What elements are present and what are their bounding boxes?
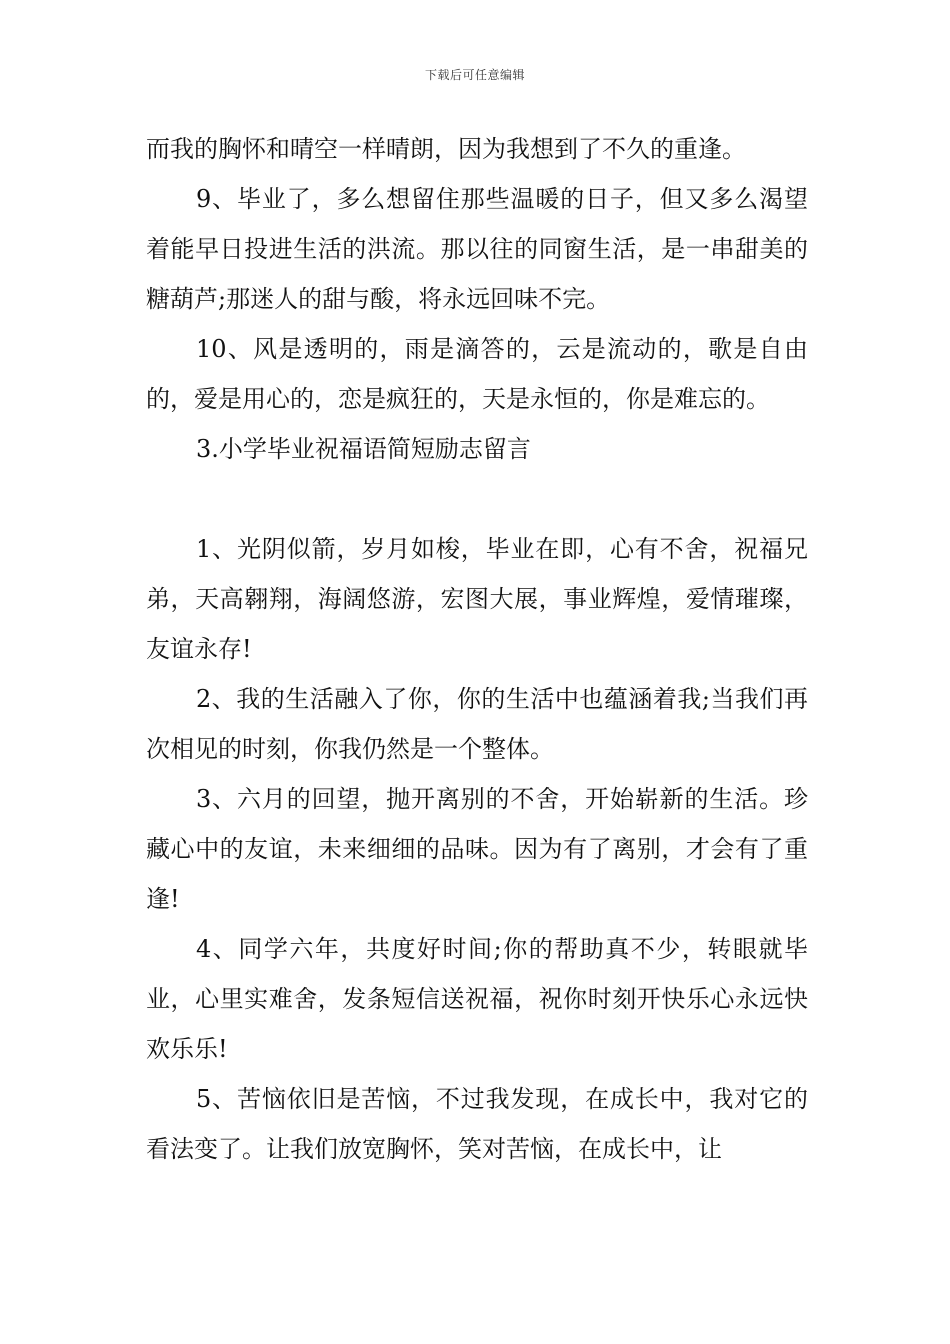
list-item-4: 4、同学六年，共度好时间;你的帮助真不少，转眼就毕业，心里实难舍，发条短信送祝福，祝你时刻开快乐心永远快欢乐乐! bbox=[146, 935, 808, 1063]
paragraph-item-10: 10、风是透明的，雨是滴答的，云是流动的，歌是自由的，爱是用心的，恋是疯狂的，天是永恒的，你是难忘的。 bbox=[146, 335, 808, 413]
document-body bbox=[146, 124, 808, 1174]
section-spacer bbox=[146, 474, 808, 524]
list-item-2: 2、我的生活融入了你，你的生活中也蕴涵着我;当我们再次相见的时刻，你我仍然是一个整体。 bbox=[146, 685, 808, 763]
paragraph-item-9: 9、毕业了，多么想留住那些温暖的日子，但又多么渴望着能早日投进生活的洪流。那以往的同窗生活，是一串甜美的糖葫芦;那迷人的甜与酸，将永远回味不完。 bbox=[146, 185, 808, 313]
list-item-5: 5、苦恼依旧是苦恼，不过我发现，在成长中，我对它的看法变了。让我们放宽胸怀，笑对苦恼，在成长中，让 bbox=[146, 1085, 808, 1163]
paragraph-continuation: 而我的胸怀和晴空一样晴朗，因为我想到了不久的重逢。 bbox=[146, 135, 746, 163]
section-heading: 3.小学毕业祝福语简短励志留言 bbox=[196, 435, 531, 463]
list-item-3: 3、六月的回望，抛开离别的不舍，开始崭新的生活。珍藏心中的友谊，未来细细的品味。因为有了离别，才会有了重逢! bbox=[146, 785, 808, 913]
list-item-1: 1、光阴似箭，岁月如梭，毕业在即，心有不舍，祝福兄弟，天高翱翔，海阔悠游，宏图大展，事业辉煌，爱情璀璨，友谊永存! bbox=[146, 535, 808, 663]
page-header-note: 下载后可任意编辑 bbox=[424, 68, 525, 82]
